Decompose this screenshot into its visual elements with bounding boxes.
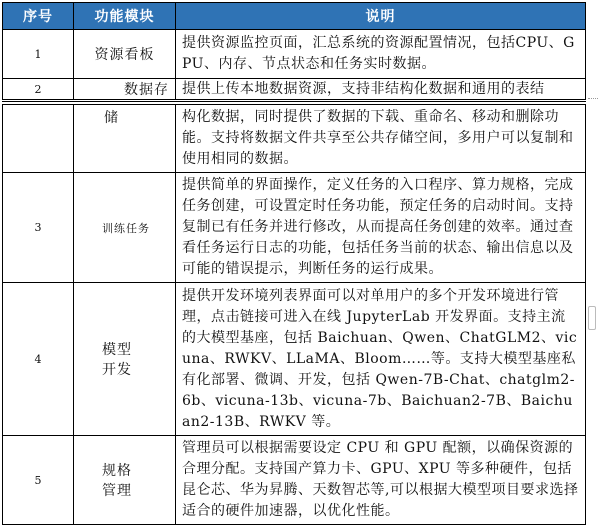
table-row — [3, 436, 586, 525]
table-row — [3, 79, 586, 101]
row-no: 4 — [3, 283, 74, 436]
row-desc: 构化数据，同时提供了数据的下载、重命名、移动和删除功能。支持将数据文件共享至公共存储空间，多用户可以复制和使用相同的数据。 — [176, 105, 586, 173]
header-no: 序号 — [3, 3, 74, 30]
row-desc: 提供上传本地数据资源，支持非结构化数据和通用的表结 — [176, 79, 586, 101]
table-row — [3, 283, 586, 436]
table-row — [3, 105, 586, 173]
row-module: 数据存 — [74, 79, 176, 101]
row-desc: 提供资源监控页面，汇总系统的资源配置情况，包括CPU、GPU、内存、节点状态和任务实时数据。 — [176, 30, 586, 79]
row-desc: 提供开发环境列表界面可以对单用户的多个开发环境进行管理，点击链接可进入在线 JupyterLab 开发界面。支持主流的大模型基座，包括 Baichuan、Qwen、ChatGLM2、vicuna、RWKV、LLaMA、Bloom……等。支持大模型基座私有化部署、微调、开发，包括 Qwen-7B-Chat、chatglm2-6b、vicuna-13b、vicuna-7b、Baichuan2-7B、Baichuan2-13B、RWKV 等。 — [176, 283, 586, 436]
row-module: 储 — [74, 105, 176, 173]
row-desc: 提供简单的界面操作，定义任务的入口程序、算力规格，完成任务创建，可设置定时任务功能，预定任务的启动时间。支持复制已有任务并进行修改，从而提高任务创建的效率。通过查看任务运行日志的功能，包括任务当前的状态、输出信息以及可能的错误提示，判断任务的运行成果。 — [176, 173, 586, 283]
table-row — [3, 173, 586, 283]
row-module: 模型开发 — [74, 283, 176, 436]
header-module: 功能模块 — [74, 3, 176, 30]
row-module: 规格管理 — [74, 436, 176, 525]
row-no — [3, 105, 74, 173]
document-table-area — [2, 2, 586, 525]
row-no: 1 — [3, 30, 74, 79]
header-desc: 说明 — [176, 3, 586, 30]
row-module: 资源看板 — [74, 30, 176, 79]
row-no: 5 — [3, 436, 74, 525]
row-no: 3 — [3, 173, 74, 283]
feature-table — [2, 2, 586, 525]
row-desc: 管理员可以根据需要设定 CPU 和 GPU 配额，以确保资源的合理分配。支持国产算力卡、GPU、XPU 等多种硬件，包括昆仑芯、华为昇腾、天数智芯等,可以根据大模型项目要求选择适合的硬件加速器，以优化性能。 — [176, 436, 586, 525]
row-no: 2 — [3, 79, 74, 101]
row-module: 训练任务 — [74, 173, 176, 283]
table-header-row — [3, 3, 586, 30]
scroll-handle[interactable] — [588, 306, 596, 330]
table-row — [3, 30, 586, 79]
page-break-marker — [588, 98, 598, 99]
